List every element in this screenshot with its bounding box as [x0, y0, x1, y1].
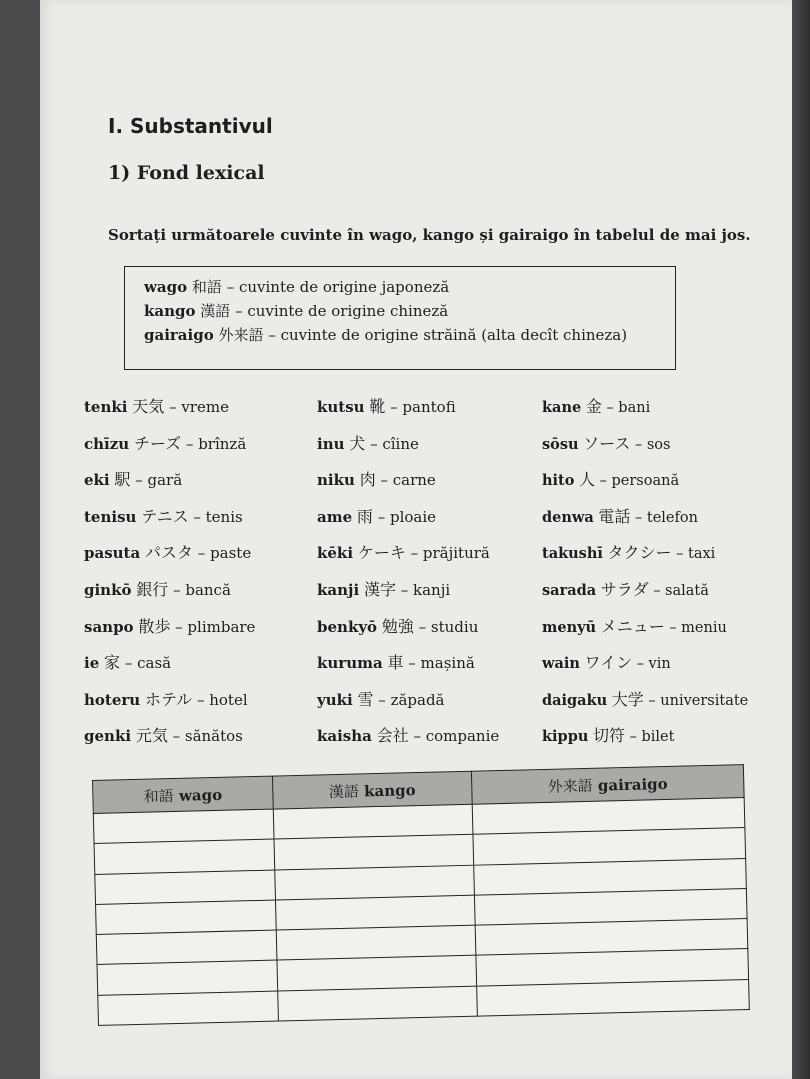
vocab-meaning: – casă	[124, 654, 172, 673]
legend-kanji: 和語	[191, 278, 222, 296]
vocab-romaji: takushī	[542, 545, 603, 563]
vocab-japanese: タクシー	[607, 543, 672, 563]
vocab-meaning: – zăpadă	[378, 690, 445, 709]
table-header-label: gairaigo	[597, 774, 668, 795]
vocab-japanese: 犬	[349, 433, 366, 453]
vocab-entry	[317, 394, 499, 431]
vocab-japanese: 切符	[592, 726, 625, 746]
vocab-romaji: ie	[84, 654, 100, 673]
vocab-meaning: – meniu	[669, 619, 727, 636]
vocab-entry	[542, 504, 748, 541]
vocab-japanese: 靴	[369, 397, 386, 416]
vocab-romaji: ginkō	[84, 580, 132, 599]
table-cell[interactable]	[93, 809, 274, 844]
vocab-japanese: 車	[387, 653, 404, 673]
vocab-romaji: kutsu	[317, 398, 365, 416]
vocab-romaji: kaisha	[317, 727, 372, 746]
vocab-entry	[84, 687, 255, 724]
legend-term: kango	[144, 302, 196, 320]
vocab-romaji: niku	[317, 471, 355, 490]
vocab-japanese: 雪	[357, 689, 374, 709]
vocab-meaning: – pantofi	[390, 398, 456, 416]
vocab-meaning: – universitate	[648, 692, 749, 709]
table-header-kanji: 和語	[143, 786, 174, 806]
vocab-meaning: – brînză	[185, 434, 247, 453]
vocab-entry	[84, 723, 255, 760]
vocab-japanese: ホテル	[144, 689, 193, 709]
vocab-meaning: – bancă	[173, 580, 231, 599]
vocab-japanese: 雨	[356, 506, 373, 526]
table-cell[interactable]	[97, 960, 278, 995]
vocab-entry	[84, 614, 255, 651]
vocab-entry	[317, 614, 499, 651]
vocab-japanese: 人	[579, 470, 596, 490]
vocab-meaning: – vin	[636, 656, 671, 673]
vocab-romaji: pasuta	[84, 544, 141, 563]
table-header-label: wago	[178, 785, 223, 805]
vocab-meaning: – carne	[380, 471, 436, 490]
vocab-japanese: 天気	[132, 397, 165, 416]
vocab-romaji: kanji	[317, 580, 360, 599]
table-cell[interactable]	[278, 986, 477, 1021]
vocab-entry	[542, 577, 748, 614]
vocab-meaning: – tenis	[193, 507, 243, 526]
vocab-japanese: 会社	[376, 726, 409, 746]
vocab-meaning: – hotel	[196, 690, 248, 709]
table-cell[interactable]	[275, 865, 474, 900]
vocab-meaning: – paste	[197, 544, 252, 563]
vocab-meaning: – gară	[135, 471, 183, 490]
vocab-japanese: 金	[585, 397, 602, 416]
vocab-meaning: – ploaie	[377, 507, 437, 526]
vocab-romaji: genki	[84, 727, 132, 746]
vocab-entry	[317, 467, 499, 504]
vocab-column-2	[317, 394, 499, 760]
vocab-entry	[84, 394, 255, 431]
vocab-romaji: daigaku	[542, 691, 608, 709]
vocab-entry	[84, 467, 255, 504]
vocab-romaji: benkyō	[317, 617, 378, 636]
vocab-romaji: eki	[84, 471, 110, 490]
vocab-meaning: – salată	[653, 582, 709, 599]
vocab-romaji: chīzu	[84, 434, 130, 453]
vocab-japanese: 家	[104, 653, 121, 673]
vocab-entry	[542, 431, 748, 468]
table-cell[interactable]	[94, 839, 275, 874]
vocab-romaji: menyū	[542, 618, 597, 636]
vocab-japanese: ケーキ	[357, 543, 406, 563]
legend-line	[144, 299, 675, 323]
vocab-entry	[317, 504, 499, 541]
vocab-romaji: sanpo	[84, 617, 134, 636]
vocab-meaning: – bani	[606, 400, 651, 416]
vocab-meaning: – taxi	[676, 546, 716, 563]
vocab-romaji: denwa	[542, 508, 594, 526]
vocab-romaji: sarada	[542, 581, 597, 599]
sorting-table	[92, 764, 750, 1026]
vocab-meaning: – persoană	[599, 473, 680, 490]
vocab-entry	[542, 650, 748, 687]
vocab-entry	[84, 540, 255, 577]
vocab-entry	[84, 577, 255, 614]
table-cell[interactable]	[273, 804, 472, 839]
vocab-japanese: 元気	[135, 726, 168, 746]
vocab-entry	[542, 467, 748, 504]
vocab-meaning: – prăjitură	[410, 544, 490, 563]
legend-description: – cuvinte de origine străină (alta decît chineza)	[268, 326, 628, 344]
vocab-romaji: tenisu	[84, 507, 137, 526]
subsection-title: 1) Fond lexical	[108, 162, 265, 184]
legend-description: – cuvinte de origine chineză	[235, 302, 449, 320]
vocab-romaji: wain	[542, 655, 580, 673]
legend-term: gairaigo	[144, 326, 214, 344]
legend-description: – cuvinte de origine japoneză	[226, 278, 450, 296]
table-header-label: kango	[363, 780, 416, 800]
legend-kanji: 外来語	[218, 326, 264, 344]
vocab-japanese: 勉強	[381, 616, 414, 636]
legend-term: wago	[144, 278, 188, 296]
vocab-romaji: ame	[317, 507, 353, 526]
vocab-romaji: kuruma	[317, 654, 383, 673]
table-cell[interactable]	[96, 930, 277, 965]
vocab-japanese: ソース	[583, 433, 631, 453]
vocab-japanese: 大学	[611, 689, 644, 709]
vocab-meaning: – companie	[413, 727, 500, 746]
vocab-japanese: チーズ	[133, 433, 182, 453]
vocab-romaji: kippu	[542, 728, 589, 746]
vocab-entry	[317, 540, 499, 577]
vocab-japanese: パスタ	[145, 543, 194, 563]
vocab-romaji: tenki	[84, 398, 128, 416]
table-cell[interactable]	[95, 870, 276, 905]
table-cell[interactable]	[277, 956, 476, 991]
vocab-entry	[542, 723, 748, 760]
vocab-japanese: ワイン	[584, 653, 633, 673]
vocab-romaji: kane	[542, 399, 582, 416]
vocab-meaning: – cîine	[370, 434, 419, 453]
vocab-entry	[542, 394, 748, 431]
table-cell[interactable]	[98, 991, 279, 1026]
vocab-meaning: – sănătos	[172, 727, 243, 746]
vocab-entry	[317, 687, 499, 724]
exercise-instruction: Sortați următoarele cuvinte în wago, kango și gairaigo în tabelul de mai jos.	[108, 226, 751, 244]
book-edge	[792, 0, 810, 1079]
table-header-kanji: 漢語	[328, 781, 360, 801]
table-cell[interactable]	[274, 834, 473, 869]
vocab-meaning: – bilet	[629, 729, 675, 746]
table-header-kango	[273, 771, 472, 809]
book-page	[40, 0, 792, 1079]
vocab-japanese: 肉	[359, 470, 376, 490]
vocab-entry	[317, 723, 499, 760]
vocab-romaji: hito	[542, 472, 575, 490]
vocab-romaji: hoteru	[84, 690, 141, 709]
legend-line	[144, 323, 675, 347]
vocab-column-1	[84, 394, 255, 760]
table-header-kanji: 外来語	[547, 776, 593, 796]
vocab-entry	[84, 504, 255, 541]
vocab-column-3	[542, 394, 748, 760]
vocab-entry	[317, 650, 499, 687]
vocab-romaji: yuki	[317, 690, 353, 709]
vocab-japanese: 散歩	[138, 616, 171, 636]
vocab-meaning: – vreme	[169, 398, 229, 416]
table-cell[interactable]	[476, 979, 749, 1016]
vocab-japanese: メニュー	[600, 616, 665, 636]
vocab-meaning: – plimbare	[175, 617, 256, 636]
legend-box	[124, 266, 676, 370]
legend-kanji: 漢語	[200, 302, 231, 320]
vocab-meaning: – studiu	[418, 617, 479, 636]
vocab-entry	[317, 431, 499, 468]
vocab-japanese: 銀行	[136, 579, 169, 599]
vocab-romaji: sōsu	[542, 435, 579, 453]
table-header-wago	[93, 776, 274, 813]
vocab-meaning: – telefon	[635, 509, 698, 526]
table-cell[interactable]	[96, 900, 277, 935]
vocab-japanese: 駅	[114, 470, 131, 490]
vocab-meaning: – kanji	[400, 580, 451, 599]
vocab-romaji: kēki	[317, 544, 354, 563]
vocab-japanese: テニス	[141, 506, 189, 526]
vocab-meaning: – sos	[634, 436, 671, 453]
vocab-entry	[84, 431, 255, 468]
vocab-romaji: inu	[317, 434, 345, 453]
legend-line	[144, 275, 675, 299]
vocab-japanese: 電話	[598, 506, 631, 526]
vocab-japanese: 漢字	[363, 579, 396, 599]
table-cell[interactable]	[276, 895, 475, 930]
table-cell[interactable]	[276, 925, 475, 960]
vocab-entry	[542, 687, 748, 724]
vocab-meaning: – mașină	[408, 654, 475, 673]
vocab-entry	[542, 540, 748, 577]
vocab-entry	[84, 650, 255, 687]
vocab-entry	[317, 577, 499, 614]
section-title: I. Substantivul	[108, 114, 273, 138]
vocab-japanese: サラダ	[600, 579, 649, 599]
vocab-entry	[542, 614, 748, 651]
